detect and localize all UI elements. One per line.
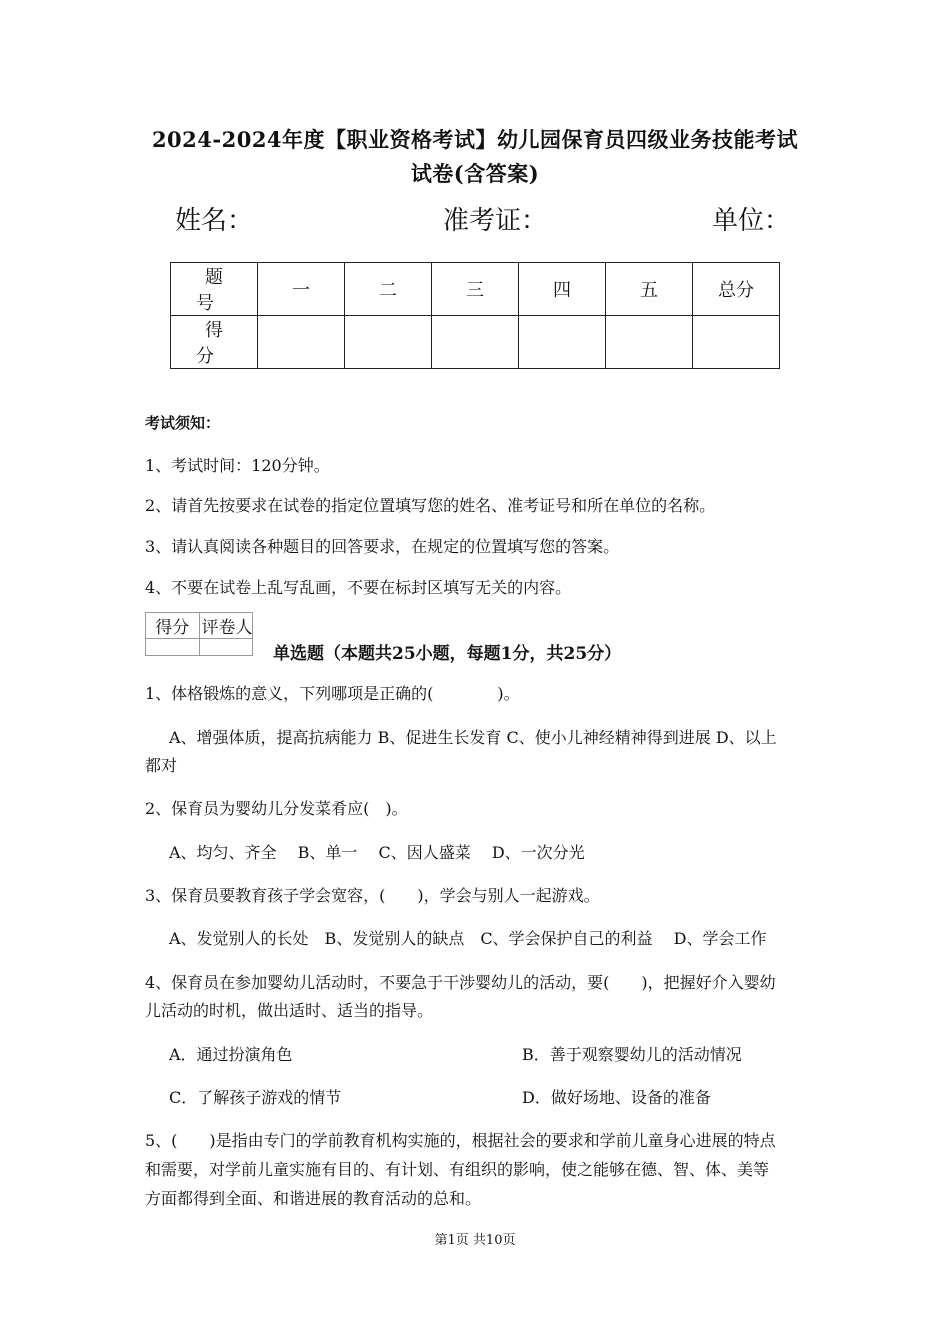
score-cell[interactable] (432, 316, 519, 369)
grader-box (145, 612, 253, 656)
score-table-score-row (171, 316, 780, 369)
notice-heading: 考试须知： (145, 414, 221, 432)
score-cell-total[interactable] (693, 316, 780, 369)
section-title: 单选题（本题共25小题，每题1分，共25分） (273, 644, 622, 664)
score-cell[interactable] (519, 316, 606, 369)
question-3-options: A、发觉别人的长处 B、发觉别人的缺点 C、学会保护自己的利益 D、学会工作 (169, 929, 767, 948)
score-table-header-row (171, 263, 780, 316)
column-header: 五 (606, 263, 693, 316)
score-cell[interactable] (345, 316, 432, 369)
document-title-line1: 2024-2024年度【职业资格考试】幼儿园保育员四级业务技能考试 (151, 127, 799, 152)
question-4-stem-line2: 儿活动的时机，做出适时、适当的指导。 (145, 1001, 434, 1020)
question-1-options: A、增强体质，提高抗病能力 B、促进生长发育 C、使小儿神经精神得到进展 D、以上 (169, 728, 777, 747)
column-header-total: 总分 (693, 263, 780, 316)
question-1-options-wrap: 都对 (145, 756, 178, 775)
column-header: 三 (432, 263, 519, 316)
document-title-line2: 试卷(含答案) (410, 161, 540, 186)
question-4-option-b: B．善于观察婴幼儿的活动情况 (522, 1045, 742, 1064)
notice-item: 3、请认真阅读各种题目的回答要求，在规定的位置填写您的答案。 (145, 537, 620, 556)
name-label: 姓名： (175, 206, 254, 236)
question-2-stem: 2、保育员为婴幼儿分发菜肴应( )。 (145, 799, 408, 818)
question-4-stem-line1: 4、保育员在参加婴幼儿活动时，不要急于干涉婴幼儿的活动，要( )，把握好介入婴幼 (145, 973, 776, 992)
score-cell[interactable] (606, 316, 693, 369)
grader-score-cell[interactable] (146, 639, 200, 656)
notice-item: 1、考试时间：120分钟。 (145, 456, 330, 475)
score-table (170, 262, 780, 369)
question-4-option-a: A．通过扮演角色 (169, 1045, 293, 1064)
question-1-stem: 1、体格锻炼的意义，下列哪项是正确的( )。 (145, 684, 520, 703)
page-number: 第1页 共10页 (434, 1233, 516, 1248)
notice-item: 2、请首先按要求在试卷的指定位置填写您的姓名、准考证号和所在单位的名称。 (145, 496, 716, 515)
grader-name-label: 评卷人 (199, 613, 253, 639)
question-5-stem-line2: 和需要，对学前儿童实施有目的、有计划、有组织的影响，使之能够在德、智、体、美等 (145, 1160, 770, 1179)
question-3-stem: 3、保育员要教育孩子学会宽容，( )，学会与别人一起游戏。 (145, 886, 600, 905)
question-5-stem-line3: 方面都得到全面、和谐进展的教育活动的总和。 (145, 1189, 482, 1208)
question-4-option-d: D．做好场地、设备的准备 (522, 1088, 711, 1107)
notice-item: 4、不要在试卷上乱写乱画，不要在标封区填写无关的内容。 (145, 578, 572, 597)
row-label-question-number: 题 号 (171, 263, 258, 316)
score-cell[interactable] (258, 316, 345, 369)
question-2-options: A、均匀、齐全 B、单一 C、因人盛菜 D、一次分光 (169, 843, 585, 862)
column-header: 一 (258, 263, 345, 316)
column-header: 四 (519, 263, 606, 316)
grader-score-label: 得分 (146, 613, 200, 639)
question-4-option-c: C．了解孩子游戏的情节 (169, 1088, 342, 1107)
grader-name-cell[interactable] (199, 639, 253, 656)
column-header: 二 (345, 263, 432, 316)
question-5-stem-line1: 5、( )是指由专门的学前教育机构实施的，根据社会的要求和学前儿童身心进展的特点 (145, 1131, 776, 1150)
row-label-score: 得 分 (171, 316, 258, 369)
unit-label: 单位： (712, 206, 791, 236)
exam-id-label: 准考证： (443, 206, 548, 236)
